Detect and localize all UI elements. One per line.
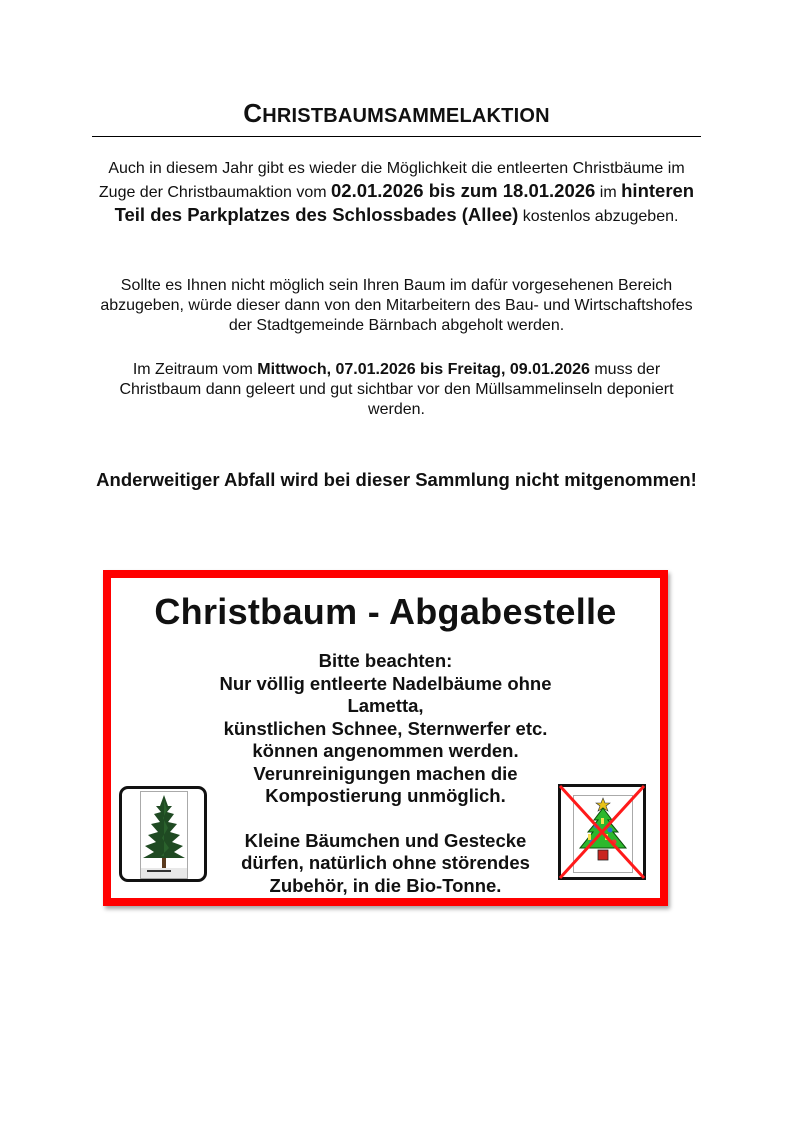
title-initial: C: [243, 98, 263, 128]
sign-line: Kompostierung unmöglich.: [265, 785, 506, 806]
title-rest: HRISTBAUMSAMMELAKTION: [262, 105, 550, 127]
plain-fir-tree-icon: [119, 786, 207, 882]
sign-line: Zubehör, in die Bio-Tonne.: [269, 874, 502, 896]
title-block: [92, 98, 701, 137]
date-range: 02.01.2026 bis zum 18.01.2026: [331, 180, 596, 201]
sign-line: Kleine Bäumchen und Gestecke: [244, 829, 527, 851]
sign-body: [206, 650, 565, 897]
sign-line: künstlichen Schnee, Sternwerfer etc.: [223, 717, 548, 739]
drop-off-sign: [103, 570, 668, 906]
tree-image-frame: [140, 791, 188, 879]
notice-paragraph: Anderweitiger Abfall wird bei dieser Sammlung nicht mitgenommen!: [96, 469, 697, 490]
sign-line: dürfen, natürlich ohne störendes: [241, 852, 530, 873]
sign-line: Verunreinigungen machen die: [253, 762, 518, 784]
spacer: [206, 808, 565, 830]
cross-out-icon: [558, 784, 646, 880]
intro-paragraph: [92, 158, 701, 228]
page-title: [92, 98, 701, 136]
sign-title: Christbaum - Abgabestelle: [154, 591, 617, 632]
intro-text-1: Auch in diesem Jahr gibt es wieder die Möglichkeit die entleerten Christbäume im Zuge der Christbaumaktion vom: [98, 160, 685, 201]
pickup-dates: Mittwoch, 07.01.2026 bis Freitag, 09.01.2026: [257, 361, 590, 378]
sign-line: Bitte beachten:: [318, 650, 453, 671]
intro-text-3: kostenlos abzugeben.: [518, 208, 679, 225]
location: hinteren Teil des Parkplatzes des Schlossbades (Allee): [114, 180, 695, 225]
pickup-period-paragraph: [92, 360, 701, 420]
sign-line: Nur völlig entleerte Nadelbäume ohne Lametta,: [219, 672, 552, 716]
decorated-tree-crossed-icon: [558, 784, 646, 880]
pickup-paragraph: Sollte es Ihnen nicht möglich sein Ihren Baum im dafür vorgesehenen Bereich abzugeben, würde dieser dann von den Mitarbeitern des Bau- und Wirtschaftshofes der Stadtgemeinde Bärnbach abgeholt werden.: [100, 277, 693, 334]
title-underline: [92, 136, 701, 137]
period-text-2: muss der Christbaum dann geleert und gut sichtbar vor den Müllsammelinseln deponiert werden.: [119, 361, 674, 418]
sign-line: können angenommen werden.: [252, 740, 519, 761]
fir-tree-icon: [141, 792, 187, 878]
period-text-1: Im Zeitraum vom: [132, 361, 258, 378]
intro-text-2: im: [595, 184, 622, 201]
